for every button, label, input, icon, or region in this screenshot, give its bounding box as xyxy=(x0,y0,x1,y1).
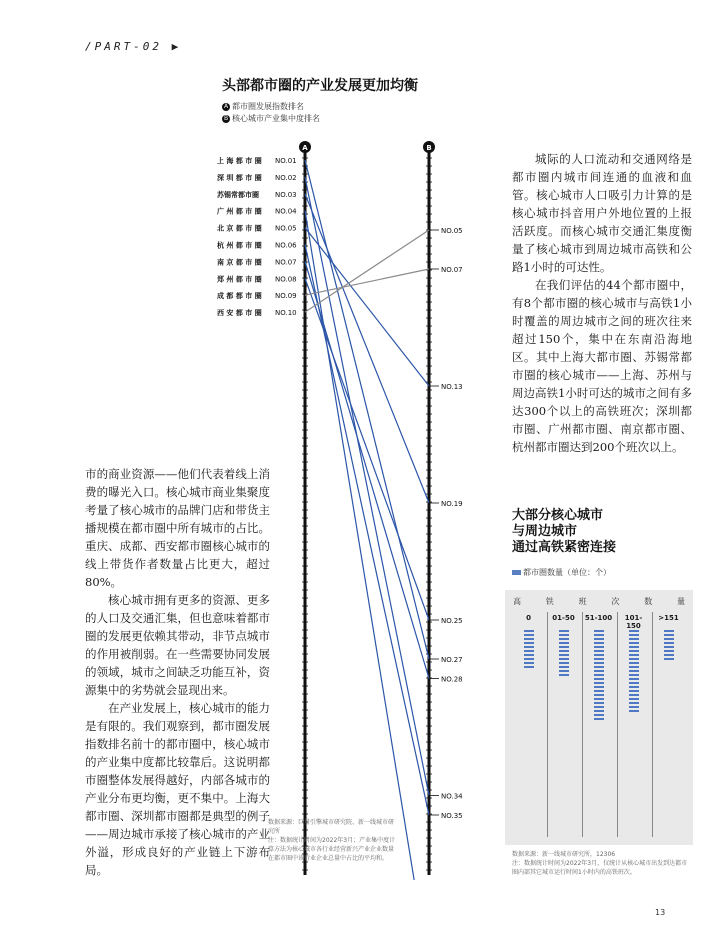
panel-column-bars xyxy=(583,630,614,720)
count-bar xyxy=(629,634,639,636)
panel-column-bars xyxy=(653,630,684,660)
rank-a-label: NO.01 xyxy=(275,157,297,165)
left-paragraph-3: 在产业发展上，核心城市的能力是有限的。我们观察到，都市圈发展指数排名前十的都市圈中，核心城市的产业集中度都比较靠后。这说明都市圈整体发展得越好，内部各城市的产业分布更均衡，更不集中。上海大都市圈、深圳都市圈都是典型的例子——周边城市承接了核心城市的产业外溢，形成良好的产业链上下游布局。 xyxy=(85,701,270,877)
city-label: 成 都 都 市 圈 xyxy=(217,292,262,301)
rank-b-label: NO.34 xyxy=(441,792,463,801)
count-bar xyxy=(559,670,569,672)
connector-line xyxy=(305,211,429,880)
count-bar xyxy=(594,678,604,680)
count-bar xyxy=(559,658,569,660)
rank-a-label: NO.03 xyxy=(275,190,297,199)
panel-columns xyxy=(513,612,684,837)
panel-unit: 都市圈数量（单位：个） xyxy=(512,567,611,578)
rank-b-label: NO.05 xyxy=(441,227,463,235)
count-bar xyxy=(524,630,534,632)
unit-swatch-icon xyxy=(512,570,521,575)
chart-source-note: 数据来源：巨量引擎城市研究院、新一线城市研究所 注：数据统计时间为2022年3月；产业集中度计算方法为核心城市各行业经营新兴产业企业数量在都市圈中该行业企业总量中占比的平均和。 xyxy=(268,819,396,862)
count-bar xyxy=(559,650,569,652)
rank-a-label: NO.08 xyxy=(275,275,297,284)
count-bar xyxy=(594,718,604,720)
count-bar xyxy=(629,666,639,668)
city-label: 北 京 都 市 圈 xyxy=(217,224,262,233)
count-bar xyxy=(629,670,639,672)
count-bar xyxy=(524,650,534,652)
count-bar xyxy=(594,658,604,660)
count-bar xyxy=(524,654,534,656)
count-bar xyxy=(559,662,569,664)
count-bar xyxy=(594,630,604,632)
axis-b-marker-label: B xyxy=(426,144,432,152)
count-bar xyxy=(629,710,639,712)
count-bar xyxy=(524,634,534,636)
count-bar xyxy=(559,630,569,632)
count-bar xyxy=(594,702,604,704)
connector-line xyxy=(305,160,429,659)
count-bar xyxy=(594,666,604,668)
count-bar xyxy=(524,646,534,648)
panel-column xyxy=(513,612,544,837)
legend-item-b: B 核心城市产业集中度排名 xyxy=(223,114,320,123)
count-bar xyxy=(559,638,569,640)
count-bar xyxy=(629,690,639,692)
panel-title: 大部分核心城市 与周边城市 通过高铁紧密连接 xyxy=(512,508,617,555)
count-bar xyxy=(524,658,534,660)
left-paragraph-1: 市的商业资源——他们代表着线上消费的曝光入口。核心城市商业集聚度考量了核心城市的品牌门店和带货主播规模在都市圈中所有城市的占比。重庆、成都、西安都市圈核心城市的线上带货作者数量占比更大，超过80%。 xyxy=(85,467,270,589)
rank-a-label: NO.04 xyxy=(275,207,297,216)
count-bar xyxy=(594,682,604,684)
count-bar xyxy=(629,654,639,656)
count-bar xyxy=(629,698,639,700)
connector-line xyxy=(305,269,429,295)
part-label: /PART-02 ▶ xyxy=(85,40,182,53)
count-bar xyxy=(664,654,674,656)
count-bar xyxy=(524,662,534,664)
panel-column-bars xyxy=(548,630,579,676)
count-bar xyxy=(664,638,674,640)
count-bar xyxy=(664,630,674,632)
count-bar xyxy=(629,706,639,708)
rank-a-label: NO.10 xyxy=(275,309,297,318)
count-bar xyxy=(559,646,569,648)
count-bar xyxy=(594,686,604,688)
rank-b-label: NO.07 xyxy=(441,266,463,274)
marker-a-icon: A xyxy=(223,102,229,110)
count-bar xyxy=(594,690,604,692)
left-body-text xyxy=(85,465,270,879)
count-bar xyxy=(559,654,569,656)
count-bar xyxy=(594,694,604,696)
panel-column-label: >151 xyxy=(658,614,679,622)
count-bar xyxy=(559,634,569,636)
count-bar xyxy=(664,634,674,636)
connector-line xyxy=(305,194,429,503)
rank-a-label: NO.09 xyxy=(275,292,297,301)
city-label: 南 京 都 市 圈 xyxy=(217,258,262,267)
rank-b-label: NO.27 xyxy=(441,656,463,664)
city-label: 杭 州 都 市 圈 xyxy=(217,241,262,250)
count-bar xyxy=(629,682,639,684)
count-bar xyxy=(629,650,639,652)
rank-b-label: NO.13 xyxy=(441,383,463,391)
rank-a-label: NO.05 xyxy=(275,224,297,233)
panel-column-label: 51-100 xyxy=(584,614,613,622)
page-number: 13 xyxy=(655,908,666,917)
chart-title: 头部都市圈的产业发展更加均衡 xyxy=(222,78,418,94)
marker-b-icon: B xyxy=(223,114,229,122)
count-bar xyxy=(559,666,569,668)
count-bar xyxy=(629,646,639,648)
count-bar xyxy=(594,662,604,664)
count-bar xyxy=(594,650,604,652)
count-bar xyxy=(594,638,604,640)
count-bar xyxy=(594,706,604,708)
count-bar xyxy=(629,630,639,632)
rank-a-label: NO.06 xyxy=(275,241,297,250)
count-bar xyxy=(594,710,604,712)
count-bar xyxy=(594,698,604,700)
count-bar xyxy=(559,674,569,676)
city-label: 深 圳 都 市 圈 xyxy=(217,173,262,182)
panel-column xyxy=(652,612,684,837)
count-bar xyxy=(629,702,639,704)
count-bar xyxy=(629,638,639,640)
count-bar xyxy=(664,642,674,644)
panel-column xyxy=(617,612,649,837)
count-bar xyxy=(594,642,604,644)
count-bar xyxy=(629,686,639,688)
left-paragraph-2: 核心城市拥有更多的资源、更多的人口及交通汇集，但也意味着都市圈的发展更依赖其带动，非节点城市的作用被削弱。在一些需要协同发展的领域，城市之间缺乏功能互补，资源集中的劣势就会显现出来。 xyxy=(85,593,270,697)
city-label: 西 安 都 市 圈 xyxy=(217,309,262,318)
count-bar xyxy=(594,634,604,636)
count-bar xyxy=(629,678,639,680)
count-bar xyxy=(629,674,639,676)
right-paragraph-2: 在我们评估的44个都市圈中，有8个都市圈的核心城市与高铁1小时覆盖的周边城市之间的班次往来超过150个，集中在东南沿海地区。其中上海大都市圈、苏锡常都市圈的核心城市——上海、苏州与周边高铁1小时可达的城市之间有多达300个以上的高铁班次；深圳都市圈、广州都市圈、南京都市圈、杭州都市圈达到200个班次以上。 xyxy=(512,278,692,454)
count-bar xyxy=(594,670,604,672)
city-label: 上 海 都 市 圈 xyxy=(217,157,262,165)
legend-item-a: A 都市圈发展指数排名 xyxy=(223,102,304,111)
city-label: 郑 州 都 市 圈 xyxy=(217,275,262,284)
connector-line xyxy=(305,228,429,386)
count-bar xyxy=(629,658,639,660)
connector-line xyxy=(305,261,429,678)
count-bar xyxy=(629,694,639,696)
count-bar xyxy=(524,638,534,640)
rank-b-label: NO.19 xyxy=(441,500,463,508)
count-bar xyxy=(664,650,674,652)
panel-header: 高 铁 班 次 数 量 xyxy=(513,597,685,606)
rank-a-label: NO.02 xyxy=(275,173,297,182)
connector-line xyxy=(305,278,429,620)
city-label: 广 州 都 市 圈 xyxy=(217,207,262,216)
count-bar xyxy=(559,642,569,644)
count-bar xyxy=(594,646,604,648)
count-bar xyxy=(629,642,639,644)
count-bar xyxy=(664,646,674,648)
rank-b-label: NO.28 xyxy=(441,675,463,684)
count-bar xyxy=(594,714,604,716)
panel-column xyxy=(582,612,614,837)
panel-column xyxy=(547,612,579,837)
rank-a-label: NO.07 xyxy=(275,258,297,267)
right-body-text xyxy=(512,150,692,456)
count-bar xyxy=(524,642,534,644)
count-bar xyxy=(594,674,604,676)
count-bar xyxy=(524,666,534,668)
rail-frequency-panel xyxy=(505,590,693,845)
panel-column-label: 0 xyxy=(526,614,531,622)
connector-line xyxy=(305,177,429,796)
rank-b-label: NO.25 xyxy=(441,617,463,625)
count-bar xyxy=(629,662,639,664)
right-paragraph-1: 城际的人口流动和交通网络是都市圈内城市间连通的血液和血管。核心城市人口吸引力计算的是核心城市抖音用户外地位置的上报活跃度。而核心城市交通汇集度衡量了核心城市到周边城市高铁和公路1小时的可达性。 xyxy=(512,152,692,274)
panel-column-bars xyxy=(513,630,544,668)
city-label: 苏锡常都市圈 xyxy=(217,190,259,199)
rank-b-label: NO.35 xyxy=(441,812,463,820)
axis-a-marker-label: A xyxy=(302,144,308,152)
panel-column-bars xyxy=(618,630,649,712)
panel-source-note: 数据来源：新一线城市研究所，12306 注：数据统计时间为2022年3月，仅统计从核心城市出发到达都市圈内部其它城市运行时间1小时内的高铁班次。 xyxy=(512,851,688,876)
count-bar xyxy=(594,654,604,656)
count-bar xyxy=(664,658,674,660)
panel-column-label: 101-150 xyxy=(624,614,643,630)
panel-column-label: 01-50 xyxy=(552,614,575,622)
